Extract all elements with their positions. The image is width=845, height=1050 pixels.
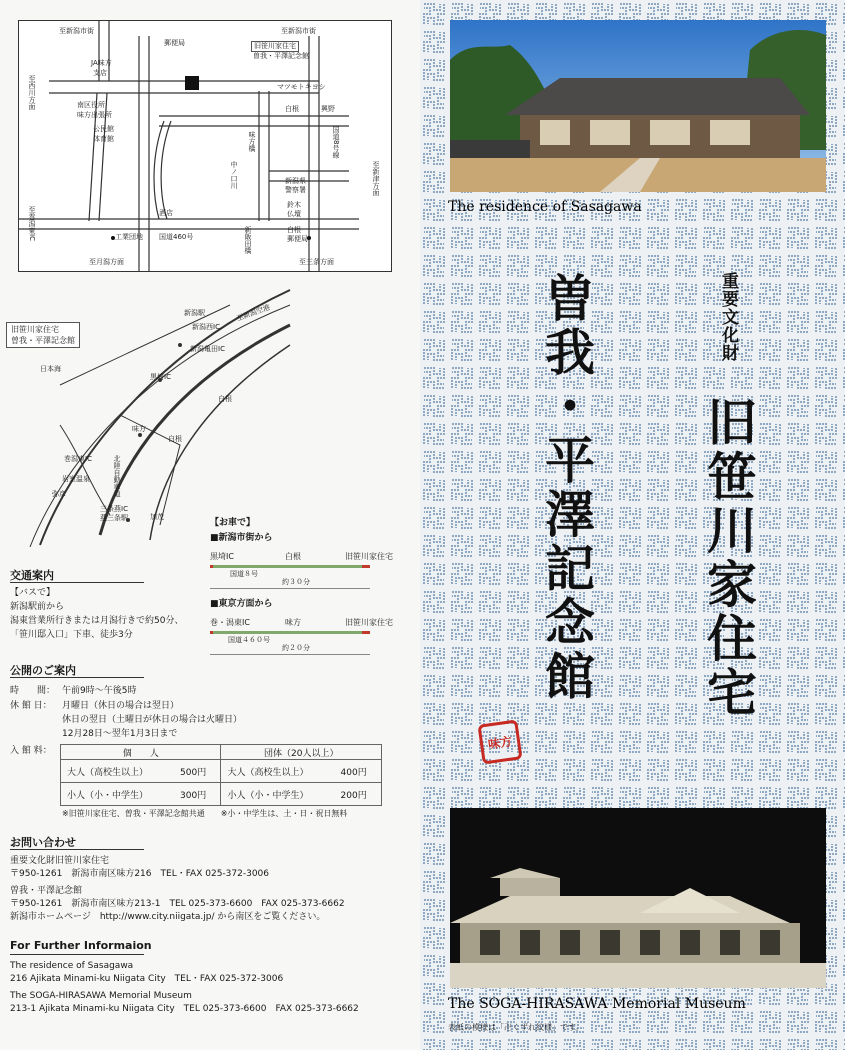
hours-label: 時 間： bbox=[10, 686, 56, 696]
route-label: 新潟西IC bbox=[192, 323, 220, 331]
route-label: 巻潟東IC bbox=[64, 455, 92, 463]
map-label: 新飯田橋 bbox=[244, 226, 252, 254]
fee-cell: 小人（小・中学生） bbox=[221, 783, 335, 806]
map-label: 警察署 bbox=[285, 186, 306, 194]
english-addr-1: 216 Ajikata Minami-ku Niigata City TEL・FAX 025-372-3006 bbox=[10, 974, 284, 984]
car-route2-end: 旧笹川家住宅 bbox=[345, 618, 393, 627]
transport-title: 交通案内 bbox=[10, 569, 54, 582]
map-label-museum: 曽我・平澤記念館 bbox=[253, 52, 309, 60]
map-label: 公民館 bbox=[93, 125, 114, 133]
car-route2-time: 約２０分 bbox=[282, 644, 310, 652]
fee-label: 入 館 料： bbox=[10, 746, 52, 756]
map-label: 至三条方面 bbox=[299, 258, 334, 266]
map-label: 体育館 bbox=[93, 135, 114, 143]
residence-caption: The residence of Sasagawa bbox=[448, 199, 642, 215]
map-label: 工業団地 bbox=[115, 233, 143, 241]
fee-cell: 300円 bbox=[174, 783, 221, 806]
closed-line-2: 休日の翌日（土曜日が休日の場合は火曜日） bbox=[62, 715, 243, 725]
map-label: 支店 bbox=[93, 69, 107, 77]
car-route1-start: 黒埼IC bbox=[210, 552, 234, 561]
opening-title: 公開のご案内 bbox=[10, 664, 76, 677]
route-label: 白根 bbox=[218, 395, 232, 403]
opening-rule bbox=[10, 677, 144, 678]
map-label: 至新潟市街 bbox=[281, 27, 316, 35]
route-label: 弥彦 bbox=[52, 490, 66, 498]
route-label: 燕三条駅 bbox=[100, 514, 128, 522]
route-label: 加茂 bbox=[150, 513, 164, 521]
subtitle-important-cultural-property: 重要文化財 bbox=[718, 272, 738, 362]
closed-label: 休 館 日： bbox=[10, 701, 52, 711]
map-label: 中ノ口川 bbox=[230, 161, 238, 189]
info-panel bbox=[0, 0, 420, 1050]
contact-web[interactable]: 新潟市ホームページ http://www.city.niigata.jp/ から南区をご覧ください。 bbox=[10, 912, 326, 922]
car-route1-bar bbox=[210, 565, 370, 568]
contact-org-2: 曽我・平澤記念館 bbox=[10, 886, 83, 896]
route-label: 至新潟空港 bbox=[235, 303, 272, 323]
route-label: 新潟亀田IC bbox=[190, 345, 225, 353]
contact-title: お問い合わせ bbox=[10, 836, 76, 849]
fee-cell: 大人（高校生以上） bbox=[221, 760, 335, 783]
bus-line-3: 「笹川邸入口」下車、徒歩3分 bbox=[10, 630, 133, 640]
contact-addr-1: 〒950-1261 新潟市南区味方216 TEL・FAX 025-372-3006 bbox=[10, 869, 269, 879]
fee-header-group: 団体（20人以上） bbox=[221, 745, 382, 760]
map-label: 国道460号 bbox=[159, 233, 194, 241]
contact-addr-2: 〒950-1261 新潟市南区味方213-1 TEL 025-373-6600 FAX 025-373-6662 bbox=[10, 899, 345, 909]
map-label: 新潟県 bbox=[285, 177, 306, 185]
bus-line-2: 潟東営業所行きまたは月潟行きで約50分、 bbox=[10, 616, 184, 626]
map-label: 興野 bbox=[321, 105, 335, 113]
closed-line-1: 月曜日（休日の場合は翌日） bbox=[62, 701, 180, 711]
car-route2-time-bar bbox=[210, 654, 370, 655]
map-label: 至新潟市街 bbox=[59, 27, 94, 35]
fee-note: ※旧笹川家住宅、曽我・平澤記念館共通 ※小・中学生は、土・日・祝日無料 bbox=[62, 809, 348, 818]
route-map-callout bbox=[6, 322, 80, 348]
map-label: 至新津方面 bbox=[372, 161, 380, 196]
title-sasagawa-residence: 旧笹川家住宅 bbox=[699, 396, 758, 720]
car-route2-start: 巻・潟東IC bbox=[210, 618, 250, 627]
contact-org-1: 重要文化財旧笹川家住宅 bbox=[10, 856, 110, 866]
map-label: 味方橋 bbox=[248, 131, 256, 152]
route-label: 白根 bbox=[168, 435, 182, 443]
map-label: 白根 bbox=[285, 105, 299, 113]
car-route2-road: 国道４６０号 bbox=[228, 636, 270, 644]
bus-label: 【バスで】 bbox=[10, 588, 56, 598]
english-name-1: The residence of Sasagawa bbox=[10, 961, 134, 971]
contact-rule bbox=[10, 849, 144, 850]
map-label: 至巻潟東IC bbox=[28, 206, 36, 241]
route-label: 三条燕IC bbox=[100, 505, 128, 513]
map-label: 味方出張所 bbox=[77, 111, 112, 119]
fee-row bbox=[61, 783, 382, 806]
route-label: 日本海 bbox=[40, 365, 61, 373]
english-addr-2: 213-1 Ajikata Minami-ku Niigata City TEL 025-373-6600 FAX 025-373-6662 bbox=[10, 1004, 359, 1014]
route-label: 新潟駅 bbox=[184, 309, 205, 317]
map-label: 酒店 bbox=[159, 209, 173, 217]
route-label: 味方 bbox=[132, 425, 146, 433]
title-soga-hirasawa-museum: 曽我・平澤記念館 bbox=[537, 272, 596, 704]
car-title: 【お車で】 bbox=[210, 518, 256, 528]
map-label: 至西川方面 bbox=[28, 75, 36, 110]
residence-photo bbox=[450, 20, 826, 192]
callout-line-2: 曽我・平澤記念館 bbox=[11, 336, 75, 345]
cover-panel bbox=[420, 0, 845, 1050]
map-label: マツモトキヨシ bbox=[277, 83, 326, 91]
english-rule bbox=[10, 954, 144, 955]
museum-illustration bbox=[450, 808, 826, 988]
fee-cell: 500円 bbox=[174, 760, 221, 783]
map-label: 郵便局 bbox=[287, 235, 308, 243]
bus-line-1: 新潟駅前から bbox=[10, 602, 65, 612]
car-route2-mid: 味方 bbox=[285, 618, 301, 627]
hours-value: 午前9時〜午後5時 bbox=[62, 686, 137, 696]
residence-illustration bbox=[450, 20, 826, 192]
museum-caption: The SOGA-HIRASAWA Memorial Museum bbox=[448, 996, 746, 1012]
museum-photo bbox=[450, 808, 826, 988]
closed-line-3: 12月28日〜翌年1月3日まで bbox=[62, 729, 178, 739]
car-route2-header: ■東京方面から bbox=[210, 599, 273, 609]
car-route1-mid: 白根 bbox=[285, 552, 301, 561]
car-route2-bar bbox=[210, 631, 370, 634]
map-label: 国道8号線 bbox=[332, 126, 340, 159]
car-route1-header: ■新潟市街から bbox=[210, 533, 273, 543]
car-route1-end: 旧笹川家住宅 bbox=[345, 552, 393, 561]
fee-cell: 小人（小・中学生） bbox=[61, 783, 175, 806]
car-route1-time: 約３０分 bbox=[282, 578, 310, 586]
english-name-2: The SOGA-HIRASAWA Memorial Museum bbox=[10, 991, 192, 1001]
fee-table bbox=[60, 744, 382, 806]
callout-line-1: 旧笹川家住宅 bbox=[11, 325, 59, 334]
fee-cell: 400円 bbox=[335, 760, 382, 783]
car-route1-road: 国道８号 bbox=[230, 570, 258, 578]
english-title: For Further Informaion bbox=[10, 939, 152, 952]
fee-row bbox=[61, 760, 382, 783]
town-map bbox=[18, 20, 392, 272]
map-label: 南区役所 bbox=[77, 101, 105, 109]
route-label: 北陸自動車道 bbox=[113, 455, 121, 497]
route-label: 黒埼IC bbox=[150, 373, 171, 381]
route-map bbox=[0, 285, 300, 555]
fee-cell: 大人（高校生以上） bbox=[61, 760, 175, 783]
route-label: 岩室温泉 bbox=[62, 475, 90, 483]
map-label: JA味方 bbox=[91, 59, 112, 67]
map-label-sasagawa: 旧笹川家住宅 bbox=[251, 41, 299, 52]
cover-footnote: 表紙の模様は「卍くずれ紋様」です。 bbox=[448, 1023, 584, 1032]
fee-header-individual: 個 人 bbox=[61, 745, 221, 760]
map-label: 鈴木 bbox=[287, 201, 301, 209]
map-label: 至月潟方面 bbox=[89, 258, 124, 266]
map-label: 仏壇 bbox=[287, 210, 301, 218]
ajikata-seal: 味方 bbox=[477, 719, 522, 764]
transport-rule bbox=[10, 582, 144, 583]
car-route1-time-bar bbox=[210, 588, 370, 589]
fee-cell: 200円 bbox=[335, 783, 382, 806]
map-label: 郵便局 bbox=[164, 39, 185, 47]
map-label: 白根 bbox=[287, 226, 301, 234]
